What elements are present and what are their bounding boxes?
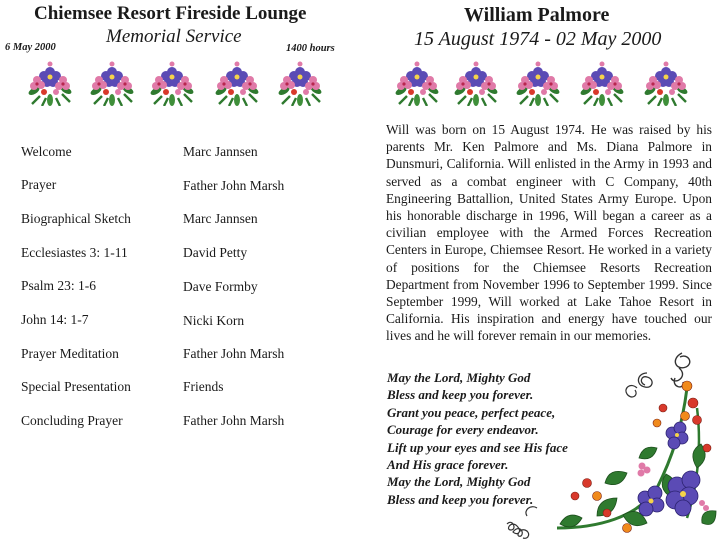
poem-line: Bless and keep you forever. (387, 387, 534, 403)
flower-bouquet-icon (88, 58, 136, 106)
program-item: Prayer Meditation (21, 346, 119, 361)
program-person: Father John Marsh (183, 346, 285, 361)
flower-bouquet-icon (213, 58, 261, 106)
flower-bouquet-icon (276, 58, 324, 106)
program-person: Marc Jannsen (183, 211, 258, 226)
program-person: Father John Marsh (183, 413, 285, 428)
flower-bouquet-icon (642, 58, 690, 106)
flower-bouquet-icon (26, 58, 74, 106)
poem-line: And His grace forever. (387, 457, 509, 473)
flower-bouquet-icon (514, 58, 562, 106)
floral-vine-icon (497, 348, 717, 548)
program-item: Concluding Prayer (21, 413, 123, 428)
biography-paragraph: Will was born on 15 August 1974. He was raised by his parents Mr. Ken Palmore and Ms. Diana Palmore in Dunsmuri, California. Will enlisted in the Army in 1993 and served as a combat engineer with C Company, 40th Engineering Battallion, United States Army Europe. Upon his honorable discharge in 1996, Will began a career as a civilian employee with the Armed Forces Recreation Centers in Europe, Chiemsee Resort. He worked in a variety of positions for the Chiemsee Resorts Recreation Department from November 1996 to September 1999. Since September 1999, Will worked at Lake Tahoe Resort in California. His inspiration and energy have touched our lives and he will forever remain in our memories. (386, 122, 712, 344)
poem-line: May the Lord, Mighty God (387, 474, 531, 490)
service-venue-title: Chiemsee Resort Fireside Lounge (34, 3, 307, 24)
service-date: 6 May 2000 (5, 42, 56, 53)
service-subtitle: Memorial Service (106, 26, 242, 47)
flower-bouquet-icon (148, 58, 196, 106)
program-item: Psalm 23: 1-6 (21, 278, 97, 293)
program-person: Dave Formby (183, 279, 258, 294)
poem-line: May the Lord, Mighty God (387, 370, 531, 385)
service-time: 1400 hours (286, 43, 335, 54)
program-person: Father John Marsh (183, 178, 285, 193)
program-item: Prayer (21, 177, 57, 192)
program-item: Welcome (21, 144, 72, 159)
program-item: Ecclesiastes 3: 1-11 (21, 245, 128, 260)
program-person: David Petty (183, 245, 248, 260)
program-person: Marc Jannsen (183, 144, 258, 159)
poem-line: Courage for every endeavor. (387, 422, 539, 438)
poem-line: Grant you peace, perfect peace, (387, 404, 556, 420)
poem-line: Lift up your eyes and see His face (387, 439, 568, 455)
program-person: Nicki Korn (183, 313, 245, 328)
program-item: John 14: 1-7 (21, 312, 89, 327)
program-item: Biographical Sketch (21, 211, 131, 226)
program-person: Friends (183, 379, 224, 394)
deceased-name: William Palmore (464, 4, 610, 26)
poem-line: Bless and keep you forever. (387, 491, 534, 507)
flower-bouquet-icon (578, 58, 626, 106)
program-item: Special Presentation (21, 379, 131, 394)
flower-bouquet-icon (393, 58, 441, 106)
life-dates: 15 August 1974 - 02 May 2000 (414, 28, 662, 50)
flower-bouquet-icon (452, 58, 500, 106)
